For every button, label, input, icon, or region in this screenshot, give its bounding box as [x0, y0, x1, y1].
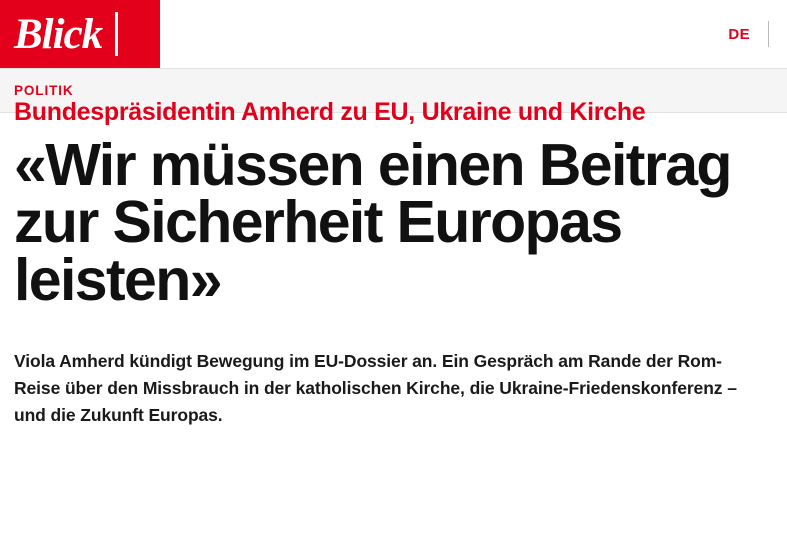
logo-divider-icon	[115, 12, 118, 56]
logo-text: Blick	[14, 10, 103, 58]
site-header	[0, 0, 787, 69]
article-container	[0, 99, 787, 428]
article-kicker: Bundespräsidentin Amherd zu EU, Ukraine und Kirche	[14, 99, 646, 126]
header-actions	[728, 0, 787, 68]
language-selector[interactable]: DE	[728, 25, 750, 43]
article-lead: Viola Amherd kündigt Bewegung im EU-Dossier an. Ein Gespräch am Rande der Rom-Reise über den Missbrauch in der katholischen Kirche, die Ukraine-Friedenskonferenz – und die Zukunft Europas.	[14, 351, 737, 425]
site-logo[interactable]	[0, 0, 160, 68]
section-link-politik[interactable]: POLITIK	[14, 83, 74, 98]
vertical-divider-icon	[768, 21, 769, 47]
article-headline: «Wir müssen einen Beitrag zur Sicherheit Europas leisten»	[14, 132, 731, 313]
